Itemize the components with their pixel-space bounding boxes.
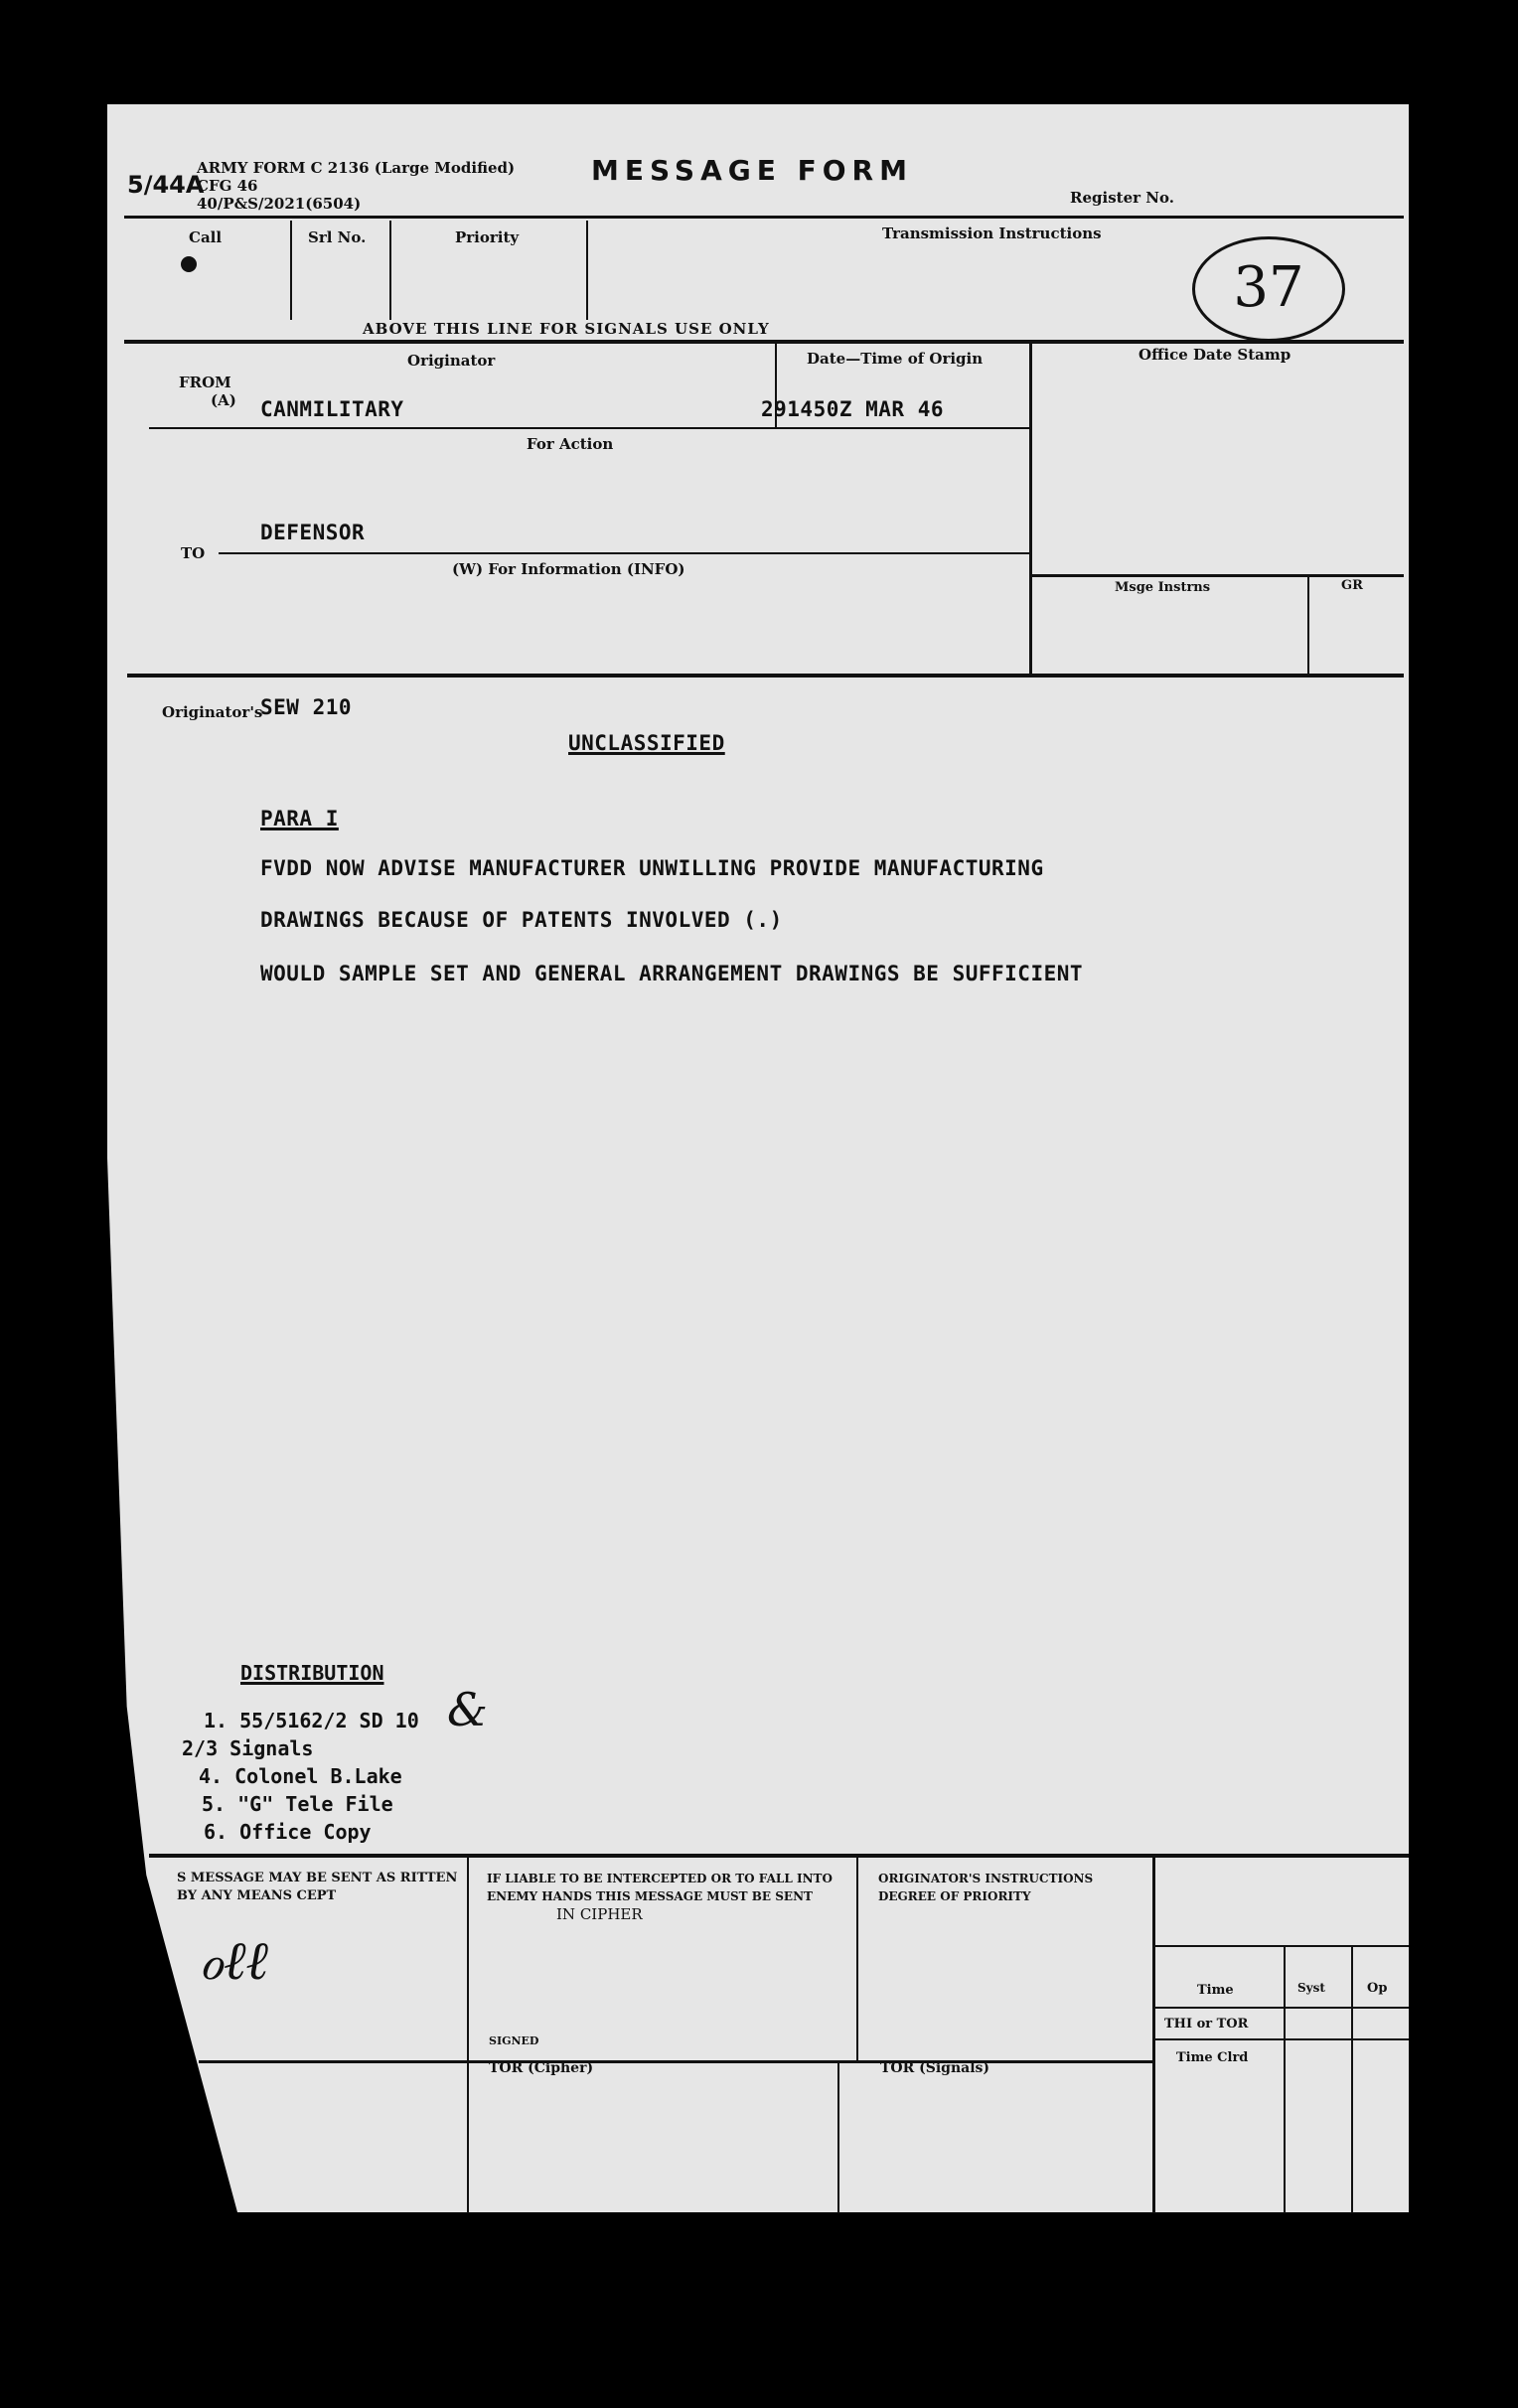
in-cipher-label: IN CIPHER bbox=[556, 1905, 643, 1923]
time-label: Time bbox=[1197, 1983, 1234, 1998]
to-value: DEFENSOR bbox=[260, 521, 366, 544]
handwritten-initial: & bbox=[447, 1683, 488, 1736]
transmission-label: Transmission Instructions bbox=[882, 225, 1102, 242]
signed-label: SIGNED bbox=[489, 2034, 539, 2047]
classification: UNCLASSIFIED bbox=[568, 731, 725, 755]
priority-label: Priority bbox=[455, 228, 520, 246]
para-heading: PARA I bbox=[260, 807, 339, 830]
originator-instructions: ORIGINATOR'S INSTRUCTIONS DEGREE OF PRIORITY bbox=[878, 1872, 1094, 1903]
call-label: Call bbox=[189, 228, 223, 246]
info-label: (W) For Information (INFO) bbox=[452, 560, 685, 578]
distribution-item-2: 2/3 Signals bbox=[182, 1736, 314, 1760]
distribution-item-3: 4. Colonel B.Lake bbox=[199, 1764, 402, 1788]
originator-number-label: Originator's bbox=[162, 703, 263, 721]
tor-signals-label: TOR (Signals) bbox=[880, 2060, 990, 2076]
form-title: MESSAGE FORM bbox=[591, 154, 913, 187]
msge-instrns-label: Msge Instrns bbox=[1115, 580, 1211, 595]
dtg-label: Date—Time of Origin bbox=[807, 350, 984, 368]
distribution-title: DISTRIBUTION bbox=[240, 1661, 384, 1685]
to-label: TO bbox=[181, 544, 206, 562]
originator-number-value: SEW 210 bbox=[260, 695, 353, 719]
message-line-3: WOULD SAMPLE SET AND GENERAL ARRANGEMENT DRAWINGS BE SUFFICIENT bbox=[260, 962, 1084, 985]
call-dot bbox=[181, 256, 197, 272]
from-label: FROM bbox=[179, 374, 231, 391]
gr-label: GR bbox=[1341, 578, 1363, 593]
message-line-2: DRAWINGS BECAUSE OF PATENTS INVOLVED (.) bbox=[260, 908, 783, 932]
dtg-value: 291450Z MAR 46 bbox=[761, 397, 945, 421]
srl-label: Srl No. bbox=[308, 228, 367, 246]
from-sub-label: (A) bbox=[211, 391, 236, 409]
syst-label: Syst bbox=[1297, 1981, 1325, 1995]
above-line-note: ABOVE THIS LINE FOR SIGNALS USE ONLY bbox=[363, 320, 770, 338]
handwritten-page-number: 37 bbox=[1192, 236, 1345, 342]
distribution-item-5: 6. Office Copy bbox=[204, 1820, 372, 1844]
form-line-3: 40/P&S/2021(6504) bbox=[197, 195, 362, 213]
distribution-item-4: 5. "G" Tele File bbox=[202, 1792, 393, 1816]
tor-cipher-label: TOR (Cipher) bbox=[489, 2060, 594, 2076]
originator-label: Originator bbox=[407, 352, 496, 370]
form-line-2: CFG 46 bbox=[197, 177, 258, 195]
cipher-note: IF LIABLE TO BE INTERCEPTED OR TO FALL INTO ENEMY HANDS THIS MESSAGE MUST BE SENT bbox=[487, 1872, 833, 1903]
form-code: 5/44A bbox=[127, 171, 205, 199]
written-note: S MESSAGE MAY BE SENT AS RITTEN BY ANY MEANS CEPT bbox=[177, 1871, 458, 1903]
message-line-1: FVDD NOW ADVISE MANUFACTURER UNWILLING PROVIDE MANUFACTURING bbox=[260, 856, 1044, 880]
op-label: Op bbox=[1367, 1981, 1388, 1996]
form-line-1: ARMY FORM C 2136 (Large Modified) bbox=[197, 159, 516, 177]
time-clrd-label: Time Clrd bbox=[1176, 2050, 1249, 2065]
for-action-label: For Action bbox=[527, 435, 614, 453]
signature: ℴℓℓ bbox=[199, 1929, 268, 1992]
office-stamp-label: Office Date Stamp bbox=[1138, 346, 1291, 364]
distribution-item-1: 1. 55/5162/2 SD 10 bbox=[204, 1709, 419, 1732]
originator-value: CANMILITARY bbox=[260, 397, 404, 421]
register-label: Register No. bbox=[1070, 189, 1174, 207]
thi-tor-label: THI or TOR bbox=[1164, 2017, 1249, 2032]
